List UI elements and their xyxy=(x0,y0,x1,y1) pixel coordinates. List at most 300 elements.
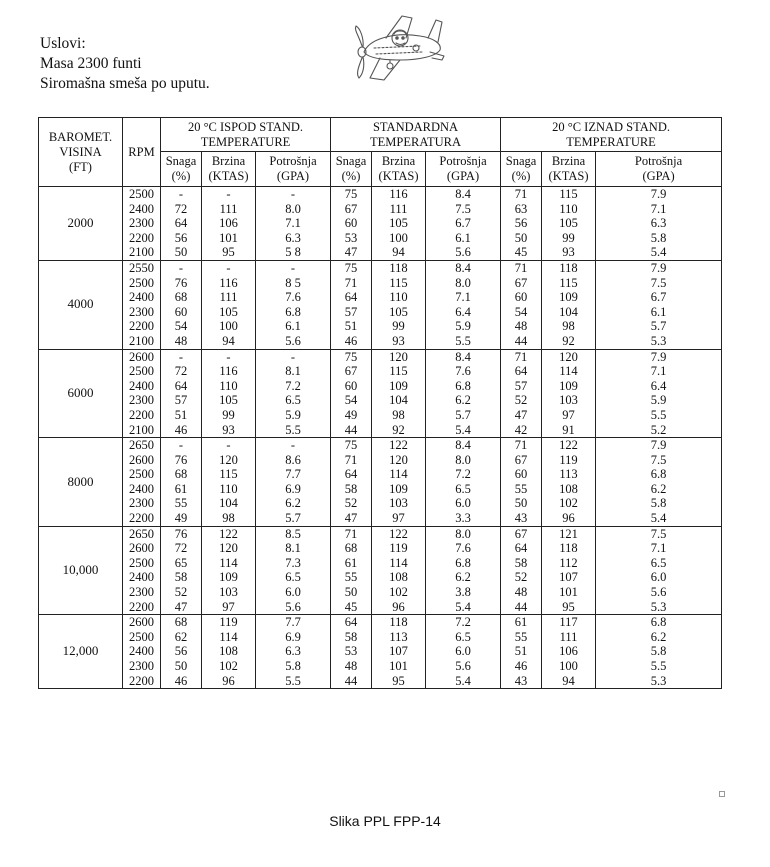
value-cell: 114 xyxy=(202,556,256,571)
table-row xyxy=(39,276,722,291)
value-cell: 6.0 xyxy=(596,570,722,585)
value-cell: 106 xyxy=(542,644,596,659)
table-row xyxy=(39,644,722,659)
rpm-cell: 2200 xyxy=(123,511,161,526)
value-cell: 102 xyxy=(542,496,596,511)
value-cell: 108 xyxy=(372,570,426,585)
value-cell: 6.3 xyxy=(256,644,331,659)
value-cell: 7.1 xyxy=(596,364,722,379)
value-cell: 105 xyxy=(372,305,426,320)
conditions-heading: Uslovi: xyxy=(40,35,86,52)
value-cell: 98 xyxy=(372,408,426,423)
rpm-cell: 2300 xyxy=(123,659,161,674)
rpm-cell: 2100 xyxy=(123,334,161,349)
value-cell: - xyxy=(161,260,202,275)
table-row xyxy=(39,526,722,541)
table-row xyxy=(39,364,722,379)
value-cell: 52 xyxy=(161,585,202,600)
value-cell: 6.8 xyxy=(426,379,501,394)
value-cell: - xyxy=(202,349,256,364)
value-cell: 55 xyxy=(501,630,542,645)
value-cell: 47 xyxy=(161,600,202,615)
value-cell: 71 xyxy=(501,260,542,275)
value-cell: 47 xyxy=(501,408,542,423)
value-cell: 47 xyxy=(331,245,372,260)
value-cell: 52 xyxy=(331,496,372,511)
value-cell: 76 xyxy=(161,276,202,291)
value-cell: 61 xyxy=(161,482,202,497)
cartoon-airplane-icon xyxy=(350,8,446,88)
value-cell: 8.4 xyxy=(426,438,501,453)
value-cell: 122 xyxy=(542,438,596,453)
value-cell: 107 xyxy=(542,570,596,585)
value-cell: 5.4 xyxy=(426,600,501,615)
value-cell: 113 xyxy=(372,630,426,645)
value-cell: 6.3 xyxy=(256,231,331,246)
value-cell: 5.4 xyxy=(596,245,722,260)
value-cell: 6.2 xyxy=(596,630,722,645)
sub-header-cell: Brzina (KTAS) xyxy=(202,152,256,187)
value-cell: - xyxy=(202,438,256,453)
value-cell: 107 xyxy=(372,644,426,659)
value-cell: 55 xyxy=(161,496,202,511)
value-cell: 111 xyxy=(372,202,426,217)
rpm-header: RPM xyxy=(123,118,161,187)
rpm-cell: 2600 xyxy=(123,453,161,468)
value-cell: 116 xyxy=(202,276,256,291)
conditions-mass: Masa 2300 funti xyxy=(40,55,142,72)
value-cell: 68 xyxy=(331,541,372,556)
value-cell: 46 xyxy=(161,674,202,689)
value-cell: 6.7 xyxy=(596,290,722,305)
value-cell: 118 xyxy=(372,260,426,275)
value-cell: 6.9 xyxy=(256,630,331,645)
value-cell: 60 xyxy=(331,216,372,231)
value-cell: 57 xyxy=(501,379,542,394)
rpm-cell: 2200 xyxy=(123,674,161,689)
rpm-cell: 2400 xyxy=(123,570,161,585)
value-cell: 105 xyxy=(202,305,256,320)
value-cell: 114 xyxy=(202,630,256,645)
value-cell: 64 xyxy=(161,216,202,231)
figure-caption: Slika PPL FPP-14 xyxy=(329,813,441,829)
value-cell: 57 xyxy=(331,305,372,320)
sub-header-cell: Snaga (%) xyxy=(161,152,202,187)
rpm-cell: 2200 xyxy=(123,231,161,246)
value-cell: 6.2 xyxy=(256,496,331,511)
rpm-cell: 2500 xyxy=(123,630,161,645)
value-cell: 64 xyxy=(501,364,542,379)
value-cell: 75 xyxy=(331,438,372,453)
value-cell: 50 xyxy=(501,496,542,511)
value-cell: 6.2 xyxy=(426,570,501,585)
value-cell: 56 xyxy=(161,231,202,246)
altitude-cell: 4000 xyxy=(39,260,123,349)
value-cell: 102 xyxy=(202,659,256,674)
value-cell: 95 xyxy=(542,600,596,615)
value-cell: 72 xyxy=(161,202,202,217)
table-row xyxy=(39,570,722,585)
value-cell: 6.8 xyxy=(596,615,722,630)
value-cell: 119 xyxy=(372,541,426,556)
value-cell: 56 xyxy=(501,216,542,231)
table-row xyxy=(39,541,722,556)
value-cell: 115 xyxy=(202,467,256,482)
rpm-cell: 2200 xyxy=(123,319,161,334)
value-cell: 115 xyxy=(542,276,596,291)
value-cell: 6.4 xyxy=(426,305,501,320)
value-cell: 8.6 xyxy=(256,453,331,468)
value-cell: 6.8 xyxy=(426,556,501,571)
table-row xyxy=(39,453,722,468)
value-cell: 5.3 xyxy=(596,674,722,689)
value-cell: 120 xyxy=(372,349,426,364)
value-cell: 98 xyxy=(542,319,596,334)
value-cell: 60 xyxy=(501,290,542,305)
value-cell: 105 xyxy=(202,393,256,408)
value-cell: 97 xyxy=(542,408,596,423)
value-cell: 61 xyxy=(331,556,372,571)
value-cell: 97 xyxy=(372,511,426,526)
value-cell: 49 xyxy=(331,408,372,423)
value-cell: 8.0 xyxy=(426,453,501,468)
value-cell: 5.8 xyxy=(596,644,722,659)
value-cell: 47 xyxy=(331,511,372,526)
value-cell: 5 8 xyxy=(256,245,331,260)
value-cell: 5.9 xyxy=(596,393,722,408)
value-cell: 8.4 xyxy=(426,349,501,364)
value-cell: 75 xyxy=(331,260,372,275)
altitude-header: BAROMET. VISINA (FT) xyxy=(39,118,123,187)
value-cell: 8.0 xyxy=(426,526,501,541)
value-cell: 7.5 xyxy=(596,526,722,541)
table-row xyxy=(39,334,722,349)
value-cell: - xyxy=(161,187,202,202)
value-cell: 68 xyxy=(161,467,202,482)
value-cell: 44 xyxy=(501,600,542,615)
altitude-cell: 10,000 xyxy=(39,526,123,615)
value-cell: 57 xyxy=(161,393,202,408)
standard-header: STANDARDNA TEMPERATURA xyxy=(331,118,501,152)
rpm-cell: 2550 xyxy=(123,260,161,275)
value-cell: 44 xyxy=(501,334,542,349)
value-cell: 55 xyxy=(331,570,372,585)
value-cell: 60 xyxy=(161,305,202,320)
value-cell: 96 xyxy=(542,511,596,526)
value-cell: 3.8 xyxy=(426,585,501,600)
sub-header-cell: Potrošnja (GPA) xyxy=(596,152,722,187)
value-cell: 5.3 xyxy=(596,334,722,349)
value-cell: 5.4 xyxy=(596,511,722,526)
value-cell: 7.5 xyxy=(596,276,722,291)
value-cell: 64 xyxy=(161,379,202,394)
value-cell: 114 xyxy=(542,364,596,379)
value-cell: 71 xyxy=(331,276,372,291)
value-cell: 114 xyxy=(372,467,426,482)
value-cell: 6.5 xyxy=(256,570,331,585)
value-cell: 5.8 xyxy=(596,231,722,246)
value-cell: 94 xyxy=(372,245,426,260)
value-cell: 45 xyxy=(331,600,372,615)
value-cell: 67 xyxy=(501,453,542,468)
value-cell: 6.2 xyxy=(596,482,722,497)
value-cell: 58 xyxy=(501,556,542,571)
rpm-cell: 2500 xyxy=(123,276,161,291)
value-cell: 7.2 xyxy=(256,379,331,394)
value-cell: 109 xyxy=(372,482,426,497)
conditions-mixture: Siromašna smeša po uputu. xyxy=(40,75,210,92)
value-cell: 119 xyxy=(542,453,596,468)
value-cell: 8.0 xyxy=(256,202,331,217)
value-cell: 6.8 xyxy=(596,467,722,482)
value-cell: 5.5 xyxy=(256,423,331,438)
value-cell: 108 xyxy=(542,482,596,497)
conditions-block xyxy=(40,34,210,94)
table-row xyxy=(39,231,722,246)
table-row xyxy=(39,202,722,217)
rpm-cell: 2400 xyxy=(123,379,161,394)
rpm-cell: 2300 xyxy=(123,393,161,408)
value-cell: 64 xyxy=(331,290,372,305)
rpm-cell: 2500 xyxy=(123,556,161,571)
value-cell: 54 xyxy=(161,319,202,334)
value-cell: 7.2 xyxy=(426,615,501,630)
rpm-cell: 2500 xyxy=(123,467,161,482)
value-cell: 122 xyxy=(202,526,256,541)
value-cell: 6.0 xyxy=(426,644,501,659)
value-cell: - xyxy=(202,260,256,275)
value-cell: 111 xyxy=(202,202,256,217)
value-cell: 102 xyxy=(372,585,426,600)
value-cell: 109 xyxy=(372,379,426,394)
value-cell: 99 xyxy=(542,231,596,246)
table-row xyxy=(39,319,722,334)
value-cell: 65 xyxy=(161,556,202,571)
rpm-cell: 2600 xyxy=(123,541,161,556)
value-cell: 46 xyxy=(331,334,372,349)
value-cell: 53 xyxy=(331,231,372,246)
rpm-cell: 2600 xyxy=(123,349,161,364)
sub-header-cell: Potrošnja (GPA) xyxy=(256,152,331,187)
value-cell: 68 xyxy=(161,615,202,630)
value-cell: 49 xyxy=(161,511,202,526)
value-cell: 8.4 xyxy=(426,187,501,202)
value-cell: 6.4 xyxy=(596,379,722,394)
value-cell: 111 xyxy=(202,290,256,305)
value-cell: 71 xyxy=(331,453,372,468)
table-row xyxy=(39,482,722,497)
table-row xyxy=(39,290,722,305)
value-cell: 100 xyxy=(542,659,596,674)
value-cell: 115 xyxy=(372,364,426,379)
value-cell: 5.8 xyxy=(256,659,331,674)
table-row xyxy=(39,187,722,202)
altitude-cell: 6000 xyxy=(39,349,123,438)
value-cell: 119 xyxy=(202,615,256,630)
value-cell: 7.6 xyxy=(426,541,501,556)
value-cell: 114 xyxy=(372,556,426,571)
value-cell: 7.2 xyxy=(426,467,501,482)
value-cell: 6.8 xyxy=(256,305,331,320)
table-row xyxy=(39,467,722,482)
value-cell: 52 xyxy=(501,393,542,408)
value-cell: 8.4 xyxy=(426,260,501,275)
value-cell: 50 xyxy=(161,245,202,260)
value-cell: 120 xyxy=(372,453,426,468)
above-standard-header: 20 °C IZNAD STAND. TEMPERATURE xyxy=(501,118,722,152)
value-cell: 50 xyxy=(331,585,372,600)
value-cell: 105 xyxy=(372,216,426,231)
sub-header-cell: Snaga (%) xyxy=(331,152,372,187)
rpm-cell: 2300 xyxy=(123,585,161,600)
value-cell: 48 xyxy=(161,334,202,349)
value-cell: 44 xyxy=(331,423,372,438)
table-row xyxy=(39,496,722,511)
value-cell: 5.5 xyxy=(256,674,331,689)
value-cell: 5.6 xyxy=(256,334,331,349)
value-cell: 5.6 xyxy=(596,585,722,600)
value-cell: 110 xyxy=(202,482,256,497)
value-cell: 7.9 xyxy=(596,349,722,364)
value-cell: 44 xyxy=(331,674,372,689)
table-row xyxy=(39,349,722,364)
value-cell: 51 xyxy=(161,408,202,423)
value-cell: 48 xyxy=(501,585,542,600)
value-cell: 5.4 xyxy=(426,423,501,438)
value-cell: 58 xyxy=(331,482,372,497)
value-cell: 72 xyxy=(161,541,202,556)
value-cell: 99 xyxy=(202,408,256,423)
value-cell: 101 xyxy=(372,659,426,674)
value-cell: 94 xyxy=(202,334,256,349)
value-cell: 117 xyxy=(542,615,596,630)
value-cell: 54 xyxy=(331,393,372,408)
value-cell: 96 xyxy=(372,600,426,615)
value-cell: 46 xyxy=(501,659,542,674)
table-row xyxy=(39,379,722,394)
value-cell: 71 xyxy=(501,187,542,202)
value-cell: 3.3 xyxy=(426,511,501,526)
value-cell: 54 xyxy=(501,305,542,320)
rpm-cell: 2200 xyxy=(123,600,161,615)
below-standard-header: 20 °C ISPOD STAND. TEMPERATURE xyxy=(161,118,331,152)
value-cell: 48 xyxy=(501,319,542,334)
table-row xyxy=(39,408,722,423)
performance-body xyxy=(39,187,722,689)
rpm-cell: 2650 xyxy=(123,438,161,453)
value-cell: 6.2 xyxy=(426,393,501,408)
table-row xyxy=(39,556,722,571)
value-cell: 115 xyxy=(372,276,426,291)
value-cell: 118 xyxy=(372,615,426,630)
value-cell: 6.1 xyxy=(426,231,501,246)
value-cell: 71 xyxy=(331,526,372,541)
rpm-cell: 2600 xyxy=(123,615,161,630)
table-row xyxy=(39,659,722,674)
value-cell: - xyxy=(256,438,331,453)
value-cell: 55 xyxy=(501,482,542,497)
value-cell: 6.5 xyxy=(256,393,331,408)
value-cell: 45 xyxy=(501,245,542,260)
value-cell: 110 xyxy=(202,379,256,394)
value-cell: 122 xyxy=(372,526,426,541)
value-cell: 53 xyxy=(331,644,372,659)
rpm-cell: 2100 xyxy=(123,423,161,438)
value-cell: 97 xyxy=(202,600,256,615)
value-cell: 6.0 xyxy=(256,585,331,600)
value-cell: 120 xyxy=(202,453,256,468)
table-row xyxy=(39,674,722,689)
value-cell: 120 xyxy=(542,349,596,364)
value-cell: 111 xyxy=(542,630,596,645)
value-cell: 8.1 xyxy=(256,364,331,379)
sub-header-cell: Snaga (%) xyxy=(501,152,542,187)
value-cell: 93 xyxy=(202,423,256,438)
performance-table xyxy=(38,117,722,689)
value-cell: 100 xyxy=(202,319,256,334)
value-cell: 103 xyxy=(202,585,256,600)
value-cell: 115 xyxy=(542,187,596,202)
sub-header-cell: Potrošnja (GPA) xyxy=(426,152,501,187)
value-cell: 94 xyxy=(542,674,596,689)
value-cell: 104 xyxy=(542,305,596,320)
value-cell: 6.7 xyxy=(426,216,501,231)
value-cell: 64 xyxy=(331,615,372,630)
sub-header-cell: Brzina (KTAS) xyxy=(542,152,596,187)
value-cell: 92 xyxy=(542,334,596,349)
value-cell: 6.5 xyxy=(426,630,501,645)
table-row xyxy=(39,245,722,260)
value-cell: 7.1 xyxy=(256,216,331,231)
value-cell: 6.0 xyxy=(426,496,501,511)
value-cell: 95 xyxy=(372,674,426,689)
value-cell: 110 xyxy=(372,290,426,305)
altitude-cell: 2000 xyxy=(39,187,123,261)
value-cell: 106 xyxy=(202,216,256,231)
value-cell: 7.5 xyxy=(426,202,501,217)
value-cell: 75 xyxy=(331,349,372,364)
value-cell: 7.5 xyxy=(596,453,722,468)
table-row xyxy=(39,630,722,645)
rpm-cell: 2500 xyxy=(123,187,161,202)
rpm-cell: 2100 xyxy=(123,245,161,260)
table-row xyxy=(39,585,722,600)
value-cell: 63 xyxy=(501,202,542,217)
value-cell: 64 xyxy=(331,467,372,482)
value-cell: 5.6 xyxy=(256,600,331,615)
value-cell: 64 xyxy=(501,541,542,556)
altitude-cell: 12,000 xyxy=(39,615,123,689)
value-cell: - xyxy=(256,260,331,275)
value-cell: 52 xyxy=(501,570,542,585)
value-cell: 6.5 xyxy=(596,556,722,571)
rpm-cell: 2300 xyxy=(123,305,161,320)
value-cell: 118 xyxy=(542,541,596,556)
rpm-cell: 2200 xyxy=(123,408,161,423)
value-cell: 118 xyxy=(542,260,596,275)
value-cell: 76 xyxy=(161,526,202,541)
value-cell: 6.1 xyxy=(596,305,722,320)
rpm-cell: 2300 xyxy=(123,496,161,511)
value-cell: 7.6 xyxy=(256,290,331,305)
value-cell: 50 xyxy=(161,659,202,674)
value-cell: 8 5 xyxy=(256,276,331,291)
value-cell: 5.9 xyxy=(256,408,331,423)
value-cell: 71 xyxy=(501,349,542,364)
value-cell: - xyxy=(256,187,331,202)
table-row xyxy=(39,260,722,275)
value-cell: 67 xyxy=(331,202,372,217)
